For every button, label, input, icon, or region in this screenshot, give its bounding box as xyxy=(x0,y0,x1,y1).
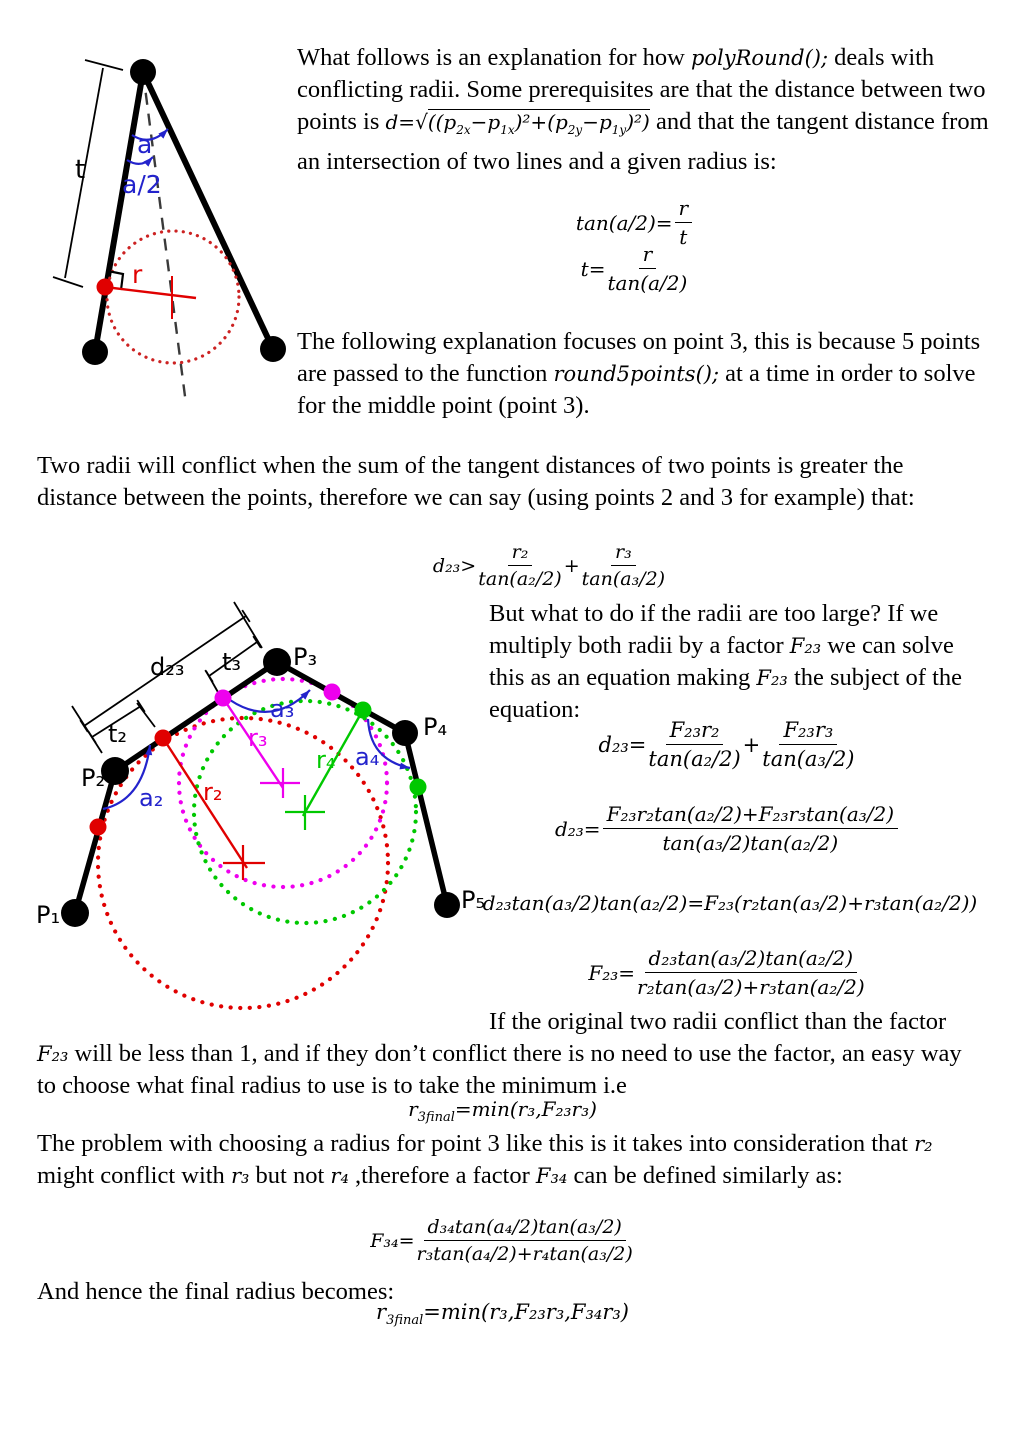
subscript: 2x xyxy=(456,123,471,137)
text-run: might conflict with xyxy=(37,1162,231,1189)
fraction xyxy=(762,718,854,771)
t2-label: t₂ xyxy=(108,720,128,748)
formula-lhs: d₂₃= xyxy=(598,732,647,757)
subscript: 2y xyxy=(567,123,583,137)
math-run: =min(r₃,F₂₃r₃) xyxy=(454,1097,597,1121)
numerator: r xyxy=(675,196,693,223)
a-half-label: a/2 xyxy=(122,170,162,199)
paragraph-conflict-condition xyxy=(37,450,972,514)
text-run: and that the tangent distance from an intersection of two lines and a given radius is: xyxy=(297,108,989,175)
math-base: r xyxy=(376,1300,387,1324)
paragraph-factor-less-than-one xyxy=(37,1006,979,1102)
denominator: r₂tan(a₃/2)+r₃tan(a₂/2) xyxy=(637,975,865,999)
inline-code-round5points: round5points(); xyxy=(553,362,720,386)
figure-polyline-radii-diagram xyxy=(25,593,505,1025)
text-run: the subject of the equation: xyxy=(489,664,963,723)
formula-conflict-inequality xyxy=(375,541,725,590)
radicand xyxy=(427,109,650,137)
formula-r3final-min xyxy=(345,1097,660,1125)
left-leg-line xyxy=(95,72,143,352)
formula-f23-solved xyxy=(530,946,925,999)
text-run: The following explanation focuses on point 3, this is because 5 points are passed to the function xyxy=(297,328,981,387)
fraction xyxy=(648,718,740,771)
tangent-point-green-2 xyxy=(410,779,427,796)
numerator: F₂₃r₂tan(a₂/2)+F₂₃r₃tan(a₃/2) xyxy=(603,802,898,829)
text-run: What follows is an explanation for how xyxy=(297,44,691,71)
formula-lhs: d₂₃> xyxy=(432,554,477,577)
numerator: r₂ xyxy=(508,541,533,566)
math-run: d= xyxy=(385,110,416,134)
text-run: but not xyxy=(249,1162,331,1189)
denominator: tan(a/2) xyxy=(607,271,688,295)
left-end-point xyxy=(82,339,108,365)
d23-tick-left xyxy=(80,720,88,732)
math-run: ((p xyxy=(427,110,457,134)
p1-label: P₁ xyxy=(36,901,61,929)
text-run: can be defined similarly as: xyxy=(567,1162,843,1189)
plus-sign: + xyxy=(742,732,761,757)
inline-math-f23: F₂₃ xyxy=(37,1042,69,1066)
tangent-point-red-1 xyxy=(90,819,107,836)
subscript: 1y xyxy=(611,123,627,137)
text-run: If the original two radii conflict than the factor xyxy=(489,1008,947,1035)
math-run: )²+(p xyxy=(514,110,568,134)
denominator: tan(a₃/2)tan(a₂/2) xyxy=(662,831,839,855)
text-run: will be less than 1, and if they don’t conflict there is no need to use the factor, an easy way to choose what final radius to use is to take the minimum i.e xyxy=(37,1040,962,1099)
polyline-p1-p5 xyxy=(75,662,447,913)
math-run: −p xyxy=(582,110,612,134)
inline-code-polyround: polyRound(); xyxy=(690,46,829,70)
denominator: tan(a₂/2) xyxy=(648,747,741,771)
tangent-point-green-1 xyxy=(355,702,372,719)
r4-label: r₄ xyxy=(316,746,336,774)
inline-math-r3: r₃ xyxy=(230,1164,250,1188)
r2-label: r₂ xyxy=(203,778,223,806)
inline-math-r2: r₂ xyxy=(914,1132,933,1156)
formula-lhs: t= xyxy=(580,256,606,281)
point-p4 xyxy=(392,720,418,746)
inline-math-f23: F₂₃ xyxy=(756,666,788,690)
denominator: t xyxy=(679,225,688,249)
sqrt-symbol: √ xyxy=(415,110,428,134)
math-base: r xyxy=(408,1097,418,1121)
t2-tick-left xyxy=(88,731,96,743)
r-label: r xyxy=(132,260,143,289)
numerator: r₃ xyxy=(611,541,636,566)
t-dimension-tick-top xyxy=(85,60,123,70)
tangent-point-red-2 xyxy=(155,730,172,747)
point-p2 xyxy=(101,757,129,785)
fraction xyxy=(603,802,898,855)
point-p1 xyxy=(61,899,89,927)
point-p5 xyxy=(434,892,460,918)
plus-sign: + xyxy=(563,554,580,577)
formula-lhs: d₂₃= xyxy=(554,816,601,841)
numerator: d₂₃tan(a₃/2)tan(a₂/2) xyxy=(645,946,858,973)
formula-d23-combined xyxy=(525,802,930,855)
tangent-point-magenta-2 xyxy=(324,684,341,701)
numerator: F₂₃r₂ xyxy=(666,718,724,745)
text-run: we can solve this as an equation making xyxy=(489,632,954,691)
text-run: And hence the final radius becomes: xyxy=(37,1278,395,1305)
inline-math-f23: F₂₃ xyxy=(789,634,822,658)
math-run: −p xyxy=(470,110,501,134)
a2-label: a₂ xyxy=(139,784,164,812)
t3-tick-left xyxy=(205,670,213,682)
formula-text: d₂₃tan(a₃/2)tan(a₂/2)=F₂₃(r₂tan(a₃/2)+r₃tan(a₂/2)) xyxy=(482,891,978,915)
subscript: 1x xyxy=(500,123,515,137)
r3-label: r₃ xyxy=(248,724,268,752)
formula-lhs: F₂₃= xyxy=(588,960,636,985)
paragraph-point3-focus xyxy=(297,326,989,422)
p5-label: P₅ xyxy=(461,886,486,914)
subscript: 3final xyxy=(386,1313,424,1329)
witness-line-p3 xyxy=(234,602,262,648)
t-dimension-tick-bottom xyxy=(53,277,83,287)
denominator: tan(a₂/2) xyxy=(478,568,562,590)
formula-text xyxy=(408,1097,597,1125)
numerator: F₂₃r₃ xyxy=(779,718,837,745)
p3-label: P₃ xyxy=(293,643,318,671)
formula-f34-definition xyxy=(300,1216,705,1265)
denominator: r₃tan(a₄/2)+r₄tan(a₃/2) xyxy=(416,1243,633,1265)
t-label: t xyxy=(75,155,86,185)
math-run: )²) xyxy=(626,110,650,134)
tangent-point xyxy=(97,279,114,296)
numerator: r xyxy=(639,242,657,269)
inline-math-f34: F₃₄ xyxy=(535,1164,568,1188)
formula-text xyxy=(376,1300,629,1328)
a4-label: a₄ xyxy=(355,743,380,771)
text-run: The problem with choosing a radius for point 3 like this is it takes into consideration that xyxy=(37,1130,915,1157)
formula-d23-expanded xyxy=(480,891,980,915)
paragraph-factor-f23 xyxy=(489,598,969,726)
formula-r3final-min-all xyxy=(330,1300,675,1328)
text-run: deals with conflicting radii. Some prerequisites are that the distance between two points is xyxy=(297,44,986,135)
a-label: a xyxy=(137,130,153,159)
text-run: at a time in order to solve for the middle point (point 3). xyxy=(297,360,976,419)
a3-label: a₃ xyxy=(270,695,295,723)
formula-d23-with-factor xyxy=(555,718,900,771)
formula-lhs: F₃₄= xyxy=(370,1229,415,1252)
math-run: =min(r₃,F₂₃r₃,F₃₄r₃) xyxy=(423,1300,629,1324)
text-run: ,therefore a factor xyxy=(348,1162,536,1189)
denominator: tan(a₃/2) xyxy=(762,747,855,771)
text-run: Two radii will conflict when the sum of the tangent distances of two points is greater the distance between the points, therefore we can say (using points 2 and 3 for example) that: xyxy=(37,452,915,511)
t3-label: t₃ xyxy=(222,648,242,676)
p4-label: P₄ xyxy=(423,713,448,741)
fraction xyxy=(478,541,561,590)
paragraph-factor-f34 xyxy=(37,1128,982,1192)
point-p3 xyxy=(263,648,291,676)
fraction xyxy=(607,242,687,295)
numerator: d₃₄tan(a₄/2)tan(a₃/2) xyxy=(424,1216,626,1241)
angle-a-arrowhead xyxy=(158,129,168,139)
inline-math-r4: r₄ xyxy=(330,1164,349,1188)
p2-label: P₂ xyxy=(81,764,106,792)
denominator: tan(a₃/2) xyxy=(581,568,666,590)
fraction xyxy=(417,1216,633,1265)
fraction xyxy=(637,946,865,999)
right-leg-line xyxy=(143,72,273,349)
right-end-point xyxy=(260,336,286,362)
fraction xyxy=(582,541,665,590)
figure-tangent-distance-diagram xyxy=(35,40,295,415)
formula-lhs: tan(a/2)= xyxy=(575,210,673,235)
t3-tick-right xyxy=(253,636,261,648)
vertex-point xyxy=(130,59,156,85)
text-run: But what to do if the radii are too large? If we multiply both radii by a factor xyxy=(489,600,939,659)
paragraph-intro xyxy=(297,42,989,178)
formula-tangent-distance xyxy=(460,242,810,295)
subscript: 3final xyxy=(417,1110,455,1125)
tangent-point-magenta-1 xyxy=(215,690,232,707)
inline-math-distance-formula xyxy=(385,109,650,137)
figure-wrap-spacer xyxy=(37,1006,489,1036)
radius-line xyxy=(105,287,196,298)
d23-label: d₂₃ xyxy=(150,653,185,681)
